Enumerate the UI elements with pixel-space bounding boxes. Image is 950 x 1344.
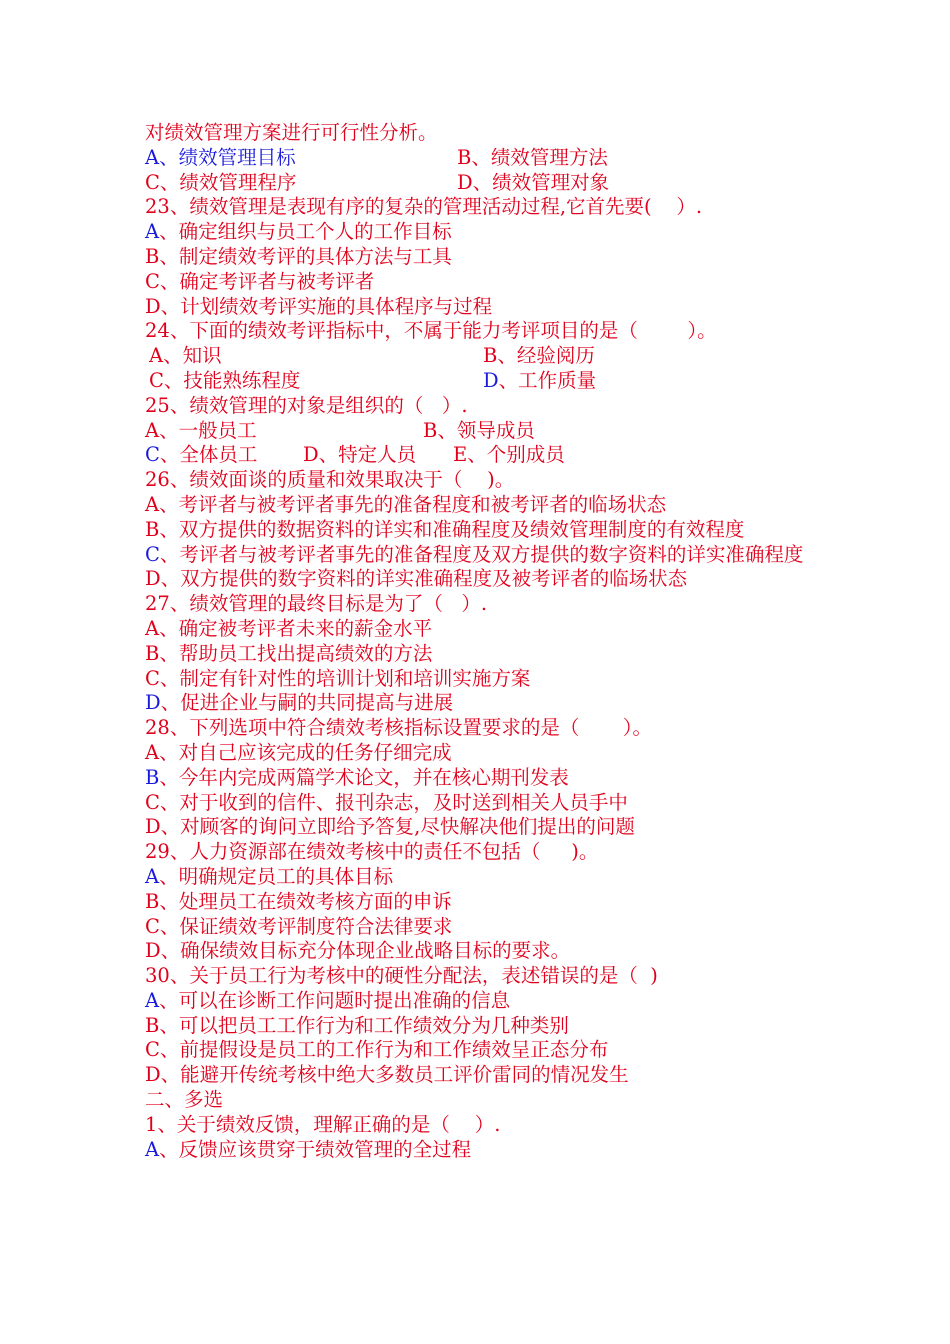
option-text: 、全体员工 xyxy=(159,443,258,467)
option-letter: A xyxy=(145,864,160,888)
option-c: C、绩效管理程序 xyxy=(145,170,297,194)
options-row xyxy=(145,443,825,468)
options-row xyxy=(145,171,825,196)
question-30: 30、关于员工行为考核中的硬性分配法，表述错误的是（ ) xyxy=(145,964,658,988)
option-letter: D xyxy=(145,691,161,715)
option-text: 、绩效管理目标 xyxy=(159,145,296,169)
option-b xyxy=(145,766,825,791)
option-d xyxy=(145,691,825,716)
question-27: 27、绩效管理的最终目标是为了（ ）. xyxy=(145,592,488,616)
option-c xyxy=(145,543,825,568)
option-letter: A xyxy=(145,220,160,244)
option-text: 、工作质量 xyxy=(498,368,597,392)
options-row xyxy=(145,419,825,444)
option-text: 、可以在诊断工作问题时提出准确的信息 xyxy=(159,988,511,1012)
option-letter: A xyxy=(145,988,160,1012)
option-b: B、双方提供的数据资料的详实和准确程度及绩效管理制度的有效程度 xyxy=(145,517,745,541)
option-c: C、确定考评者与被考评者 xyxy=(145,269,375,293)
option-text: 、今年内完成两篇学术论文，并在核心期刊发表 xyxy=(159,765,569,789)
option-c: C、制定有针对性的培训计划和培训实施方案 xyxy=(145,666,531,690)
option-letter: A xyxy=(145,1137,160,1161)
option-d: D、对顾客的询问立即给予答复,尽快解决他们提出的问题 xyxy=(145,815,635,839)
option-c xyxy=(145,443,303,468)
question-m1: 1、关于绩效反馈，理解正确的是（ ）. xyxy=(145,1112,501,1136)
option-d xyxy=(483,369,596,394)
option-a xyxy=(145,146,457,171)
option-a: A、一般员工 xyxy=(145,418,257,442)
option-b: B、处理员工在绩效考核方面的申诉 xyxy=(145,889,452,913)
option-a xyxy=(145,1138,825,1163)
option-a: A、考评者与被考评者事先的准备程度和被考评者的临场状态 xyxy=(145,492,667,516)
option-letter: B xyxy=(145,765,160,789)
option-letter: A xyxy=(145,145,160,169)
option-a: A、对自己应该完成的任务仔细完成 xyxy=(145,740,452,764)
option-letter: C xyxy=(145,542,160,566)
option-letter: D xyxy=(483,368,499,392)
option-text: 、确定组织与员工个人的工作目标 xyxy=(159,220,452,244)
option-a: A、知识 xyxy=(149,344,222,368)
option-b: B、领导成员 xyxy=(423,418,535,442)
option-letter: C xyxy=(145,443,160,467)
option-d: D、绩效管理对象 xyxy=(457,170,610,194)
question-28: 28、下列选项中符合绩效考核指标设置要求的是（ ）。 xyxy=(145,716,652,740)
option-c: C、保证绩效考评制度符合法律要求 xyxy=(145,914,453,938)
option-text: 、促进企业与嗣的共同提高与进展 xyxy=(160,691,454,715)
option-c: C、前提假设是员工的工作行为和工作绩效呈正态分布 xyxy=(145,1038,609,1062)
option-text: 、明确规定员工的具体目标 xyxy=(159,864,394,888)
option-d: D、确保绩效目标充分体现企业战略目标的要求。 xyxy=(145,939,571,963)
option-c: C、技能熟练程度 xyxy=(149,368,301,392)
option-a xyxy=(145,865,825,890)
option-c: C、对于收到的信件、报刊杂志，及时送到相关人员手中 xyxy=(145,790,628,814)
text-line: 对绩效管理方案进行可行性分析。 xyxy=(145,121,438,144)
question-29: 29、人力资源部在绩效考核中的责任不包括（ )。 xyxy=(145,840,599,864)
option-a xyxy=(145,989,825,1014)
option-a xyxy=(145,220,825,245)
options-row xyxy=(145,344,825,369)
option-b: B、制定绩效考评的具体方法与工具 xyxy=(145,244,452,268)
options-row xyxy=(145,146,825,171)
question-23: 23、绩效管理是表现有序的复杂的管理活动过程,它首先要( ）. xyxy=(145,195,703,219)
option-e: E、个别成员 xyxy=(453,443,565,467)
question-26: 26、绩效面谈的质量和效果取决于（ )。 xyxy=(145,468,515,492)
option-a: A、确定被考评者未来的薪金水平 xyxy=(145,616,433,640)
option-text: 、考评者与被考评者事先的准备程度及双方提供的数字资料的详实准确程度 xyxy=(159,542,804,566)
section-heading-multiple-choice: 二、多选 xyxy=(145,1088,224,1112)
option-b: B、帮助员工找出提高绩效的方法 xyxy=(145,641,433,665)
question-25: 25、绩效管理的对象是组织的（ ）. xyxy=(145,393,468,417)
option-d: D、计划绩效考评实施的具体程序与过程 xyxy=(145,294,493,318)
option-b: B、经验阅历 xyxy=(483,344,595,368)
option-text: 、反馈应该贯穿于绩效管理的全过程 xyxy=(159,1137,472,1161)
option-b: B、绩效管理方法 xyxy=(457,145,608,169)
options-row xyxy=(145,369,825,394)
question-24: 24、下面的绩效考评指标中，不属于能力考评项目的是（ ）。 xyxy=(145,319,717,343)
option-d: D、特定人员 xyxy=(303,443,417,467)
option-d: D、能避开传统考核中绝大多数员工评价雷同的情况发生 xyxy=(145,1063,629,1087)
document-body xyxy=(145,121,825,1162)
option-d: D、双方提供的数字资料的详实准确程度及被考评者的临场状态 xyxy=(145,567,688,591)
option-b: B、可以把员工工作行为和工作绩效分为几种类别 xyxy=(145,1013,569,1037)
